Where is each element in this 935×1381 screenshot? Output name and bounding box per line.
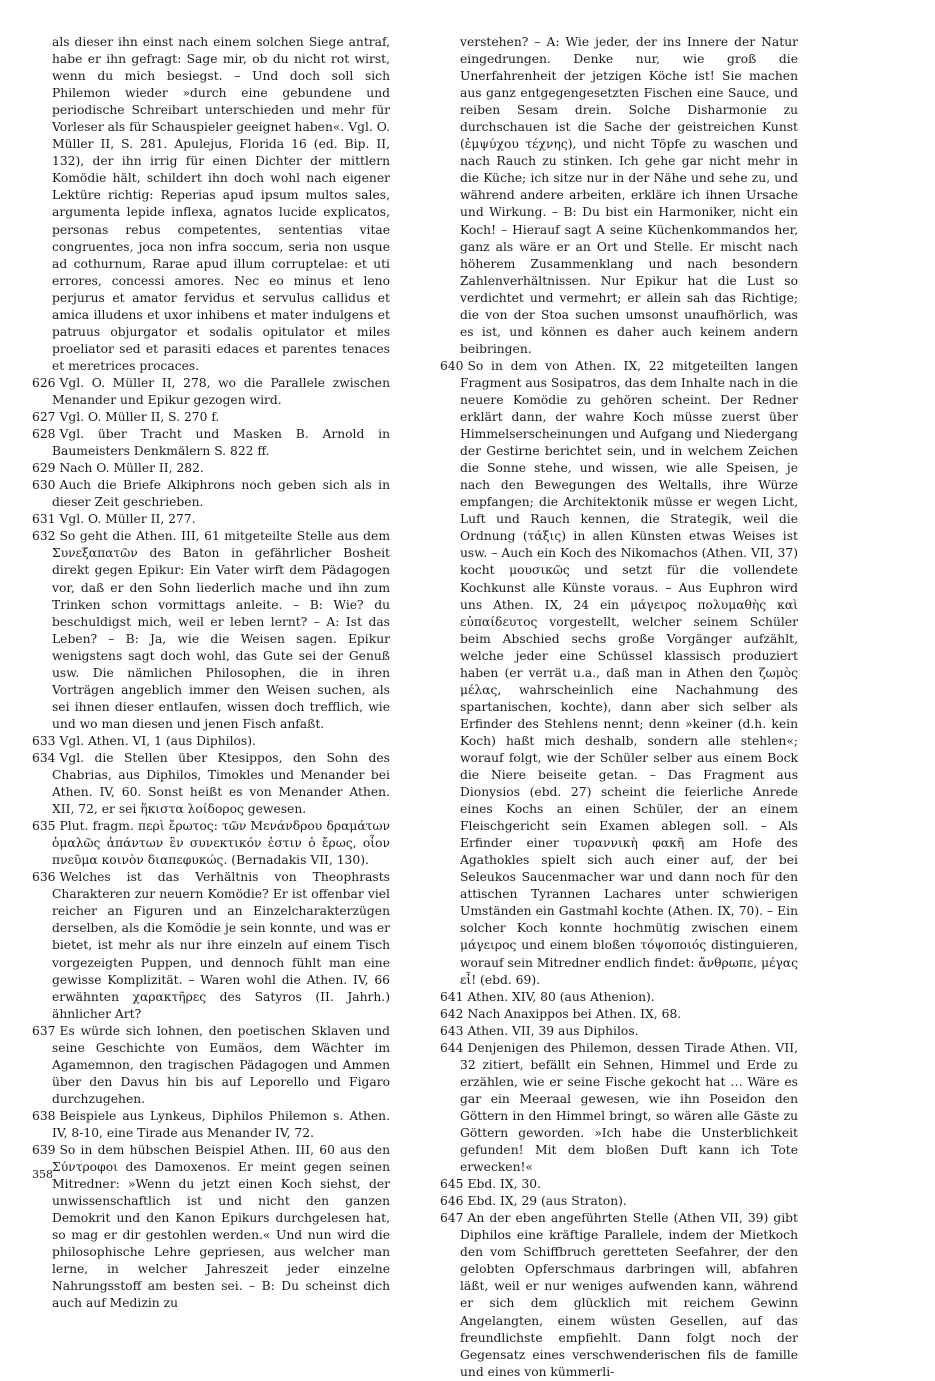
note-number: 643 [440,1023,464,1038]
note-text: So geht die Athen. III, 61 mitgeteilte Stelle aus dem Συνεξαπατῶν des Baton in gefährlicher Bosheit direkt gegen Epikur: Ein Vater wirft dem Pädagogen vor, daß er den Sohn liederlich mache und ihn zum Trinken schon vormittags anleite. – B: Wie? du beschuldigst mich, weil er leben lernt? – A: Ist das Leben? – B: Ja, wie die Weisen sagen. Epikur wenigstens sagt doch wohl, das Gute sei der Genuß usw. Die nämlichen Philosophen, die in ihren Vorträgen angeblich immer den Weisen suchen, als sei ihnen dieser entlaufen, wissen doch trefflich, wie und wo man diesen und jenen Fisch anfaßt. [52,529,390,731]
note-number: 639 [32,1143,56,1158]
note-text: An der eben angeführten Stelle (Athen VII, 39) gibt Diphilos eine kräftige Parallele, indem der Mietkoch den vom Schiffbruch geretteten Seefahrer, der den gelobten Opferschmaus darbringen will, abfahren läßt, weil er nur weniges aufwenden kann, während er sich dem glücklich mit reichem Gewinn Angelangten, einem wüsten Gesellen, auf das freundlichste empfiehlt. Dann folgt noch der Gegensatz eines verschwenderischen fils de famille und eines von kümmerli- [460,1211,798,1379]
footnote-639 [32,1142,390,1312]
note-text: Vgl. O. Müller II, 277. [59,512,196,527]
note-text: Denjenigen des Philemon, dessen Tirade Athen. VII, 32 zitiert, befällt ein Sehnen, Himmel und Erde zu erzählen, wie er seine Fische gekocht hat … Wäre es gar ein Meeraal gewesen, wie ihn Poseidon den Göttern in den Himmel bringt, so wären alle Gäste zu Göttern geworden. »Ich habe die Unsterblichkeit gefunden! Mit dem bloßen Duft kann ich Tote erwecken!« [460,1040,798,1175]
note-text: Welches ist das Verhältnis von Theophrasts Charakteren zur neuern Komödie? Er ist offenbar viel reicher an Figuren und an Einzelcharakterzügen derselben, als die Komödie je sein konnte, und was er bietet, ist mehr als nur ihre einzeln auf einem Tisch vorgezeigten Puppen, und dennoch fühlt man eine gewisse Komplizität. – Waren wohl die Athen. IV, 66 erwähnten χαρακτῆρες des Satyros (II. Jahrh.) ähnlicher Art? [52,870,390,1021]
note-text: als dieser ihn einst nach einem solchen Siege antraf, habe er ihn gefragt: Sage mir, ob du nicht rot wirst, wenn du mich besiegst. – Und doch soll sich Philemon wieder »durch eine gebundene und periodische Schreibart unterschieden und mehr für Vorleser als für Schauspieler geeignet haben«. Vgl. O. Müller II, S. 281. Apulejus, Florida 16 (ed. Bip. II, 132), der ihn irrig für einen Dichter der mittlern Komödie hält, schildert ihn doch wohl nach eigener Lektüre richtig: Reperias apud ipsum multos sales, argumenta lepide inflexa, agnatos lucide explicatos, personas rebus competentes, sententias vitae congruentes, joca non infra soccum, seria non usque ad cothurnum, Rarae apud illum corruptelae: et uti errores, concessi amores. Nec eo minus et leno perjurus et amator fervidus et servulus callidus et amica illudens et uxor inhibens et mater indulgens et patruus objurgator et sodalis opitulator et miles proeliator sed et parasiti edaces et parentes tenaces et meretrices procaces. [52,35,390,373]
footnote-633 [32,733,390,750]
note-text: Vgl. O. Müller II, 278, wo die Parallele zwischen Menander und Epikur gezogen wird. [52,375,390,407]
footnote-642 [440,1006,798,1023]
footnote-628 [32,426,390,460]
footnote-643 [440,1023,798,1040]
note-number: 637 [32,1023,56,1038]
note-text: Beispiele aus Lynkeus, Diphilos Philemon s. Athen. IV, 8-10, eine Tirade aus Menander IV, 72. [52,1108,390,1140]
note-number: 642 [440,1006,464,1021]
note-number: 641 [440,989,464,1004]
note-text: Vgl. über Tracht und Masken B. Arnold in Baumeisters Denkmälern S. 822 ff. [52,427,390,459]
note-number: 631 [32,512,56,527]
note-number: 646 [440,1194,464,1209]
footnote-644 [440,1040,798,1176]
note-text: Vgl. Athen. VI, 1 (aus Diphilos). [59,733,256,748]
footnote-645 [440,1176,798,1193]
note-number: 640 [440,358,464,373]
note-text: Vgl. die Stellen über Ktesippos, den Sohn des Chabrias, aus Diphilos, Timokles und Menander bei Athen. IV, 60. Sonst heißt es von Menander Athen. XII, 72, er sei ἥκιστα λοίδορος gewesen. [52,750,390,817]
page-number: 358 [32,1168,53,1181]
note-text: So in dem von Athen. IX, 22 mitgeteilten langen Fragment aus Sosipatros, das dem Inhalte nach in die neuere Komödie zu gehören scheint. Der Redner erklärt dann, der wahre Koch müsse zuerst über Himmelserscheinungen und Aufgang und Niedergang der Gestirne berichtet sein, und in welchem Zeichen die Sonne stehe, und wissen, wie alle Speisen, je nach den Bewegungen des Weltalls, ihre Würze empfangen; die Architektonik müsse er wegen Licht, Luft und Rauch kennen, die Strategik, weil die Ordnung (τάξις) in allen Künsten etwas Weises ist usw. – Auch ein Koch des Nikomachos (Athen. VII, 37) kocht μουσικῶς und setzt für die vollendete Kochkunst alle Künste voraus. – Aus Euphron wird uns Athen. IX, 24 ein μάγειρος πολυμαθὴς καὶ εὐπαίδευτος vorgestellt, welcher seinem Schüler beim Abschied sechs große Vorgänger aufzählt, welche jeder eine Schüssel klassisch produziert haben (er verrät u.a., daß man in Athen den ζωμὸς μέλας, wahrscheinlich eine Nachahmung des spartanischen, kochte), dann aber sich selber als Erfinder des Stehlens nennt; denn »keiner (d.h. kein Koch) haßt mich deshalb, sondern alle stehlen«; worauf folgt, wie der Schüler selber aus einem Bock die Niere beiseite getan. – Das Fragment aus Dionysios (ebd. 27) scheint die feierliche Anrede eines Kochs an einen Schüler, der an einem Fleischgericht sein Examen ablegen soll. – Als Erfinder einer τυραννικὴ φακῆ am Hofe des Agathokles spielt sich auch einer auf, der bei Seleukos Saucenmacher war und dann noch für den attischen Tyrannen Lachares unter schwierigen Umständen ein Gastmahl kochte (Athen. IX, 70). – Ein solcher Koch konnte hochmütig zwischen einem μάγειρος und einem bloßen τόψοποιός distinguieren, worauf sein Mitredner endlich findet: ἄνθρωπε, μέγας εἶ! (ebd. 69). [460,358,798,987]
footnote-647 [440,1210,798,1380]
note-text: Es würde sich lohnen, den poetischen Sklaven und seine Geschichte von Eumäos, dem Wächter im Agamemnon, den tragischen Pädagogen und Ammen über den Davus hin bis auf Leporello und Figaro durchzugehen. [52,1023,390,1106]
footnote-631 [32,511,390,528]
note-text: Vgl. O. Müller II, S. 270 f. [59,410,220,425]
note-number: 633 [32,733,56,748]
left-column [32,34,390,1313]
note-text: Auch die Briefe Alkiphrons noch geben sich als in dieser Zeit geschrieben. [52,478,390,510]
footnote-638 [32,1108,390,1142]
note-text: Ebd. IX, 30. [467,1177,542,1192]
footnote-continuation [32,34,390,375]
footnote-632 [32,528,390,733]
note-text: Athen. VII, 39 aus Diphilos. [467,1023,639,1038]
note-number: 644 [440,1040,464,1055]
note-number: 629 [32,461,56,476]
footnote-626 [32,375,390,409]
footnote-640 [440,358,798,989]
note-number: 630 [32,478,56,493]
note-text: Athen. XIV, 80 (aus Athenion). [467,989,655,1004]
note-text: Ebd. IX, 29 (aus Straton). [467,1194,627,1209]
note-text: Plut. fragm. περὶ ἔρωτος: τῶν Μενάνδρου δραμάτων ὁμαλῶς ἁπάντων ἓν συνεκτικόν ἐστιν ὁ ἔρως, οἷον πνεῦμα κοινὸν διαπεφυκώς. (Bernadakis VII, 130). [52,819,390,868]
right-column [440,34,798,1381]
note-number: 636 [32,870,56,885]
note-number: 638 [32,1108,56,1123]
note-number: 627 [32,410,56,425]
note-text: So in dem hübschen Beispiel Athen. III, 60 aus den Σύντροφοι des Damoxenos. Er meint gegen seinen Mitredner: »Wenn du jetzt einen Koch siehst, der unwissenschaftlich ist und nicht den ganzen Demokrit und den Kanon Epikurs durchgelesen hat, so mag er dir gestohlen werden.« Und nun wird die philosophische Lehre gepriesen, aus welcher man lerne, in welcher Jahreszeit jeder einzelne Nahrungsstoff am besten sei. – B: Du scheinst dich auch auf Medizin zu [52,1143,390,1311]
note-number: 635 [32,819,56,834]
footnote-635 [32,818,390,869]
note-text: verstehen? – A: Wie jeder, der ins Innere der Natur eingedrungen. Denke nur, wie groß die Unerfahrenheit der jetzigen Köche ist! Sie machen aus ganz entgegengesetzten Fischen eine Sauce, und reiben Sesam drein. Solche Disharmonie zu durchschauen ist die Sache der geistreichen Kunst (ἐμψύχου τέχνης), und nicht Töpfe zu waschen und nach Rauch zu stinken. Ich gehe gar nicht mehr in die Küche; ich sitze nur in der Nähe und sehe zu, und während andere arbeiten, erkläre ich ihnen Ursache und Wirkung. – B: Du bist ein Harmoniker, nicht ein Koch! – Hierauf sagt A seine Küchenkommandos her, ganz als wäre er an Ort und Stelle. Er mischt nach höherem Zusammenklang und nach besondern Zahlenverhältnissen. Nur Epikur hat die Lust so verdichtet und vermehrt; er allein sah das Richtige; die von der Stoa suchen umsonst unaufhörlich, was es ist, und können es daher auch keinem andern beibringen. [460,35,798,356]
footnote-641 [440,989,798,1006]
footnote-630 [32,477,390,511]
footnote-646 [440,1193,798,1210]
footnote-637 [32,1023,390,1108]
note-number: 632 [32,529,56,544]
footnote-634 [32,750,390,818]
note-number: 634 [32,750,56,765]
note-number: 645 [440,1177,464,1192]
note-text: Nach Anaxippos bei Athen. IX, 68. [467,1006,682,1021]
footnote-continuation [440,34,798,358]
note-text: Nach O. Müller II, 282. [59,461,204,476]
note-number: 647 [440,1211,464,1226]
footnote-636 [32,869,390,1022]
footnote-627 [32,409,390,426]
note-number: 628 [32,427,56,442]
note-number: 626 [32,375,56,390]
footnote-629 [32,460,390,477]
